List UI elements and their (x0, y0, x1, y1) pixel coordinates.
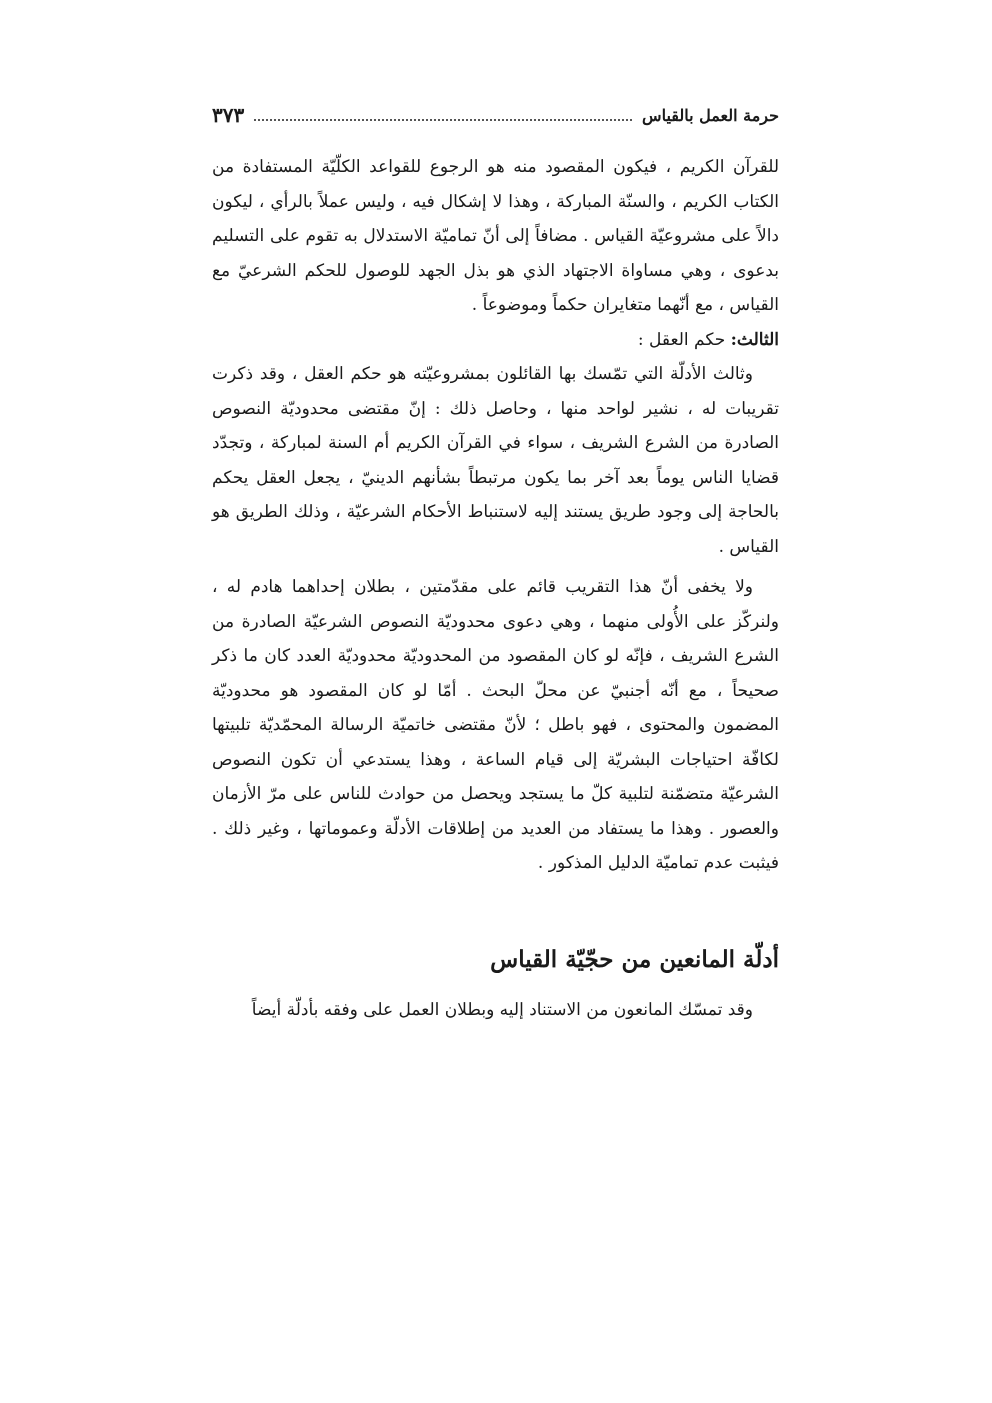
paragraph-rebuttal: ولا يخفى أنّ هذا التقريب قائم على مقدّمتين ، بطلان إحداهما هادم له ، ولنركّز على الأُولى منهما ، وهي دعوى محدوديّة النصوص الشرعيّة الصادرة من الشرع الشريف ، فإنّه لو كان المقصود من المحدوديّة محدوديّة العدد كان ما ذكر صحيحاً ، مع أنّه أجنبيّ عن محلّ البحث . أمّا لو كان المقصود هو محدوديّة المضمون والمحتوى ، فهو باطل ؛ لأنّ مقتضى خاتميّة الرسالة المحمّديّة تلبيتها لكافّة احتياجات البشريّة إلى قيام الساعة ، وهذا يستدعي أن تكون النصوص الشرعيّة متضمّنة لتلبية كلّ ما يستجد ويحصل من حوادث للناس على مرّ الأزمان والعصور . وهذا ما يستفاد من العديد من إطلاقات الأدلّة وعموماتها ، وغير ذلك . فيثبت عدم تماميّة الدليل المذكور . (212, 577, 779, 873)
running-title: حرمة العمل بالقياس (642, 105, 779, 125)
leader-dots (254, 119, 632, 121)
closing-text (212, 993, 779, 1027)
subheading-third (212, 323, 779, 358)
paragraph-continuation: للقرآن الكريم ، فيكون المقصود منه هو الرجوع للقواعد الكلّيّة المستفادة من الكتاب الكريم ، والسنّة المباركة ، وهذا لا إشكال فيه ، وليس عملاً بالرأي ، ليكون دالاً على مشروعيّة القياس . مضافاً إلى أنّ تماميّة الاستدلال به تقوم على التسليم بدعوى ، وهي مساواة الاجتهاد الذي هو بذل الجهد للوصول للحكم الشرعيّ مع القياس ، مع أنّهما متغايران حكماً وموضوعاً . (212, 157, 779, 315)
body-text (212, 150, 779, 881)
subheading-title: حكم العقل : (637, 329, 731, 350)
running-header (212, 98, 779, 132)
page-number: ٣٧٣ (212, 103, 245, 127)
section-heading: أدلّة المانعين من حجّيّة القياس (490, 946, 779, 973)
paragraph-reason-argument: وثالث الأدلّة التي تمّسك بها القائلون بمشروعيّته هو حكم العقل ، وقد ذكرت تقريبات له ، نشير لواحد منها ، وحاصل ذلك : إنّ مقتضى محدوديّة النصوص الصادرة من الشرع الشريف ، سواء في القرآن الكريم أم السنة لمباركة ، وتجدّد قضايا الناس يوماً بعد آخر بما يكون مرتبطاً بشأنهم الدينيّ ، يجعل العقل يحكم بالحاجة إلى وجود طريق يستند إليه لاستنباط الأحكام الشرعيّة ، وذلك الطريق هو القياس . (212, 364, 779, 557)
paragraph-opening: وقد تمسّك المانعون من الاستناد إليه وبطلان العمل على وفقه بأدلّة أيضاً (251, 1000, 753, 1020)
subheading-label: الثالث: (730, 329, 779, 350)
